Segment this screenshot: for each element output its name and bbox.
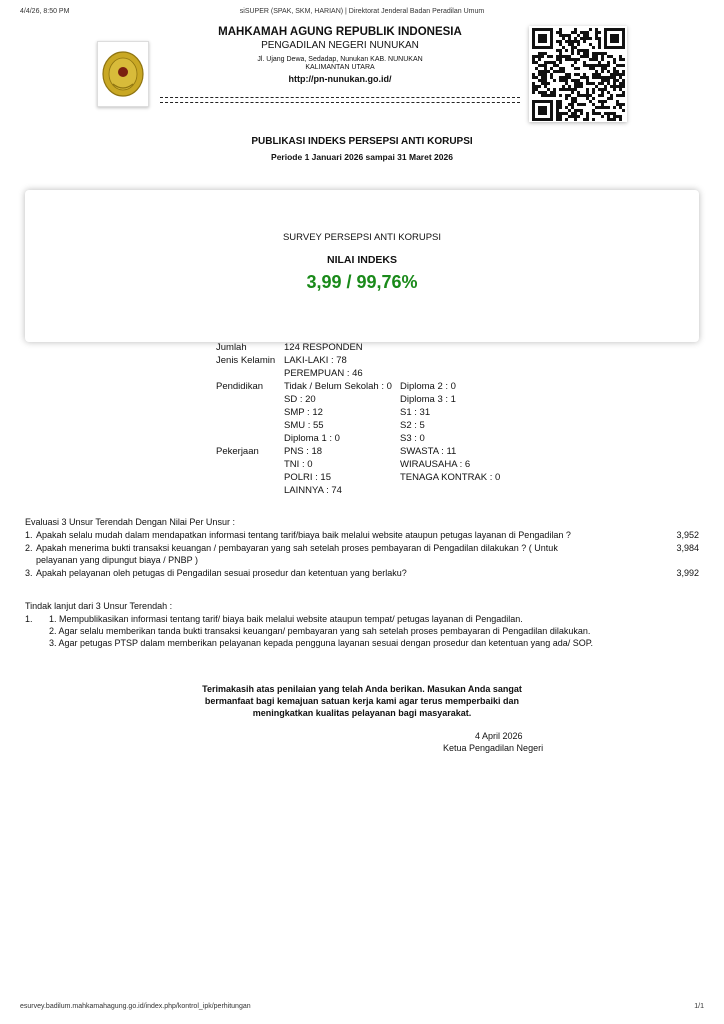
print-page-number: 1/1 [694,1003,704,1010]
education-item: Diploma 3 : 1 [400,394,456,405]
occupation-item: TENAGA KONTRAK : 0 [400,472,501,483]
evaluation-heading: Evaluasi 3 Unsur Terendah Dengan Nilai Per Unsur : [25,517,235,527]
evaluation-item-value: 3,984 [676,543,699,553]
education-item: Diploma 2 : 0 [400,381,456,392]
header-separator [160,97,520,103]
evaluation-item-text-cont: pelayanan yang dipungut biaya / PNBP ) [36,555,198,565]
evaluation-item-text: Apakah selalu mudah dalam mendapatkan informasi tentang tarif/biaya baik melalui website ataupun petugas layanan di Pengadilan ? [36,530,571,540]
education-label: Pendidikan [216,381,264,392]
qr-code [529,26,627,122]
org-name: MAHKAMAH AGUNG REPUBLIK INDONESIA [218,26,462,38]
index-summary-card [25,190,699,342]
occupation-item: TNI : 0 [284,459,313,470]
closing-line: meningkatkan kualitas pelayanan bagi masyarakat. [252,708,472,718]
occupation-item: PNS : 18 [284,446,323,457]
evaluation-item-number: 1. [25,530,33,540]
closing-message [175,683,549,719]
occupation-item: SWASTA : 11 [400,446,457,457]
followup-item: 2. Agar selalu memberikan tanda bukti transaksi keuangan/ pembayaran yang sah setelah proses pembayaran di Pengadilan dilakukan. [49,626,591,636]
followup-heading: Tindak lanjut dari 3 Unsur Terendah : [25,601,173,611]
court-address: Jl. Ujang Dewa, Sedadap, Nunukan KAB. NUNUKAN [257,56,423,63]
occupation-item: POLRI : 15 [284,472,331,483]
signer-title: Ketua Pengadilan Negeri [443,743,544,753]
survey-title: SURVEY PERSEPSI ANTI KORUPSI [282,232,442,243]
occupation-label: Pekerjaan [216,446,259,457]
education-item: SMU : 55 [284,420,324,431]
occupation-item: WIRAUSAHA : 6 [400,459,471,470]
gender-female: PEREMPUAN : 46 [284,368,363,379]
jumlah-label: Jumlah [216,342,247,353]
evaluation-item-value: 3,992 [676,568,699,578]
court-emblem-logo [97,41,149,107]
court-name: PENGADILAN NEGERI NUNUKAN [261,40,419,51]
gender-male: LAKI-LAKI : 78 [284,355,347,366]
publication-title: PUBLIKASI INDEKS PERSEPSI ANTI KORUPSI [251,136,473,147]
education-item: SMP : 12 [284,407,323,418]
evaluation-item-value: 3,952 [676,530,699,540]
publication-period: Periode 1 Januari 2026 sampai 31 Maret 2026 [271,152,453,162]
education-item: Tidak / Belum Sekolah : 0 [284,381,392,392]
education-item: S2 : 5 [400,420,425,431]
print-url: esurvey.badilum.mahkamahagung.go.id/index.php/kontrol_ipk/perhitungan [20,1003,251,1010]
followup-item: 1. Mempublikasikan informasi tentang tarif/ biaya baik melalui website ataupun tempat/ petugas layanan di Pengadilan. [49,614,523,624]
signature-date: 4 April 2026 [475,731,523,741]
education-item: S3 : 0 [400,433,425,444]
evaluation-item-number: 2. [25,543,33,553]
followup-number: 1. [25,614,33,624]
occupation-item: LAINNYA : 74 [284,485,342,496]
followup-item: 3. Agar petugas PTSP dalam memberikan pelayanan kepada pengguna layanan sesuai dengan prosedur dan ketentuan yang ada/ SOP. [49,638,594,648]
index-value: 3,99 / 99,76% [306,272,418,292]
court-website[interactable]: http://pn-nunukan.go.id/ [288,74,392,84]
closing-line: Terimakasih atas penilaian yang telah Anda berikan. Masukan Anda sangat [202,684,522,694]
print-page-title: siSUPER (SPAK, SKM, HARIAN) | Direktorat Jenderal Badan Peradilan Umum [239,8,485,15]
court-province: KALIMANTAN UTARA [305,64,375,71]
education-item: Diploma 1 : 0 [284,433,340,444]
jumlah-value: 124 RESPONDEN [284,342,363,353]
education-item: S1 : 31 [400,407,431,418]
education-item: SD : 20 [284,394,316,405]
index-label: NILAI INDEKS [326,254,397,266]
evaluation-item-text: Apakah pelayanan oleh petugas di Pengadilan sesuai prosedur dan ketentuan yang berlaku? [36,568,407,578]
print-datetime: 4/4/26, 8:50 PM [20,8,70,15]
gender-label: Jenis Kelamin [216,355,276,366]
closing-line: bermanfaat bagi kemajuan satuan kerja kami agar terus memperbaiki dan [204,696,520,706]
evaluation-item-text: Apakah menerima bukti transaksi keuangan / pembayaran yang sah setelah proses pembayaran di Pengadilan dilakukan ? ( Untuk [36,543,558,553]
evaluation-item-number: 3. [25,568,33,578]
